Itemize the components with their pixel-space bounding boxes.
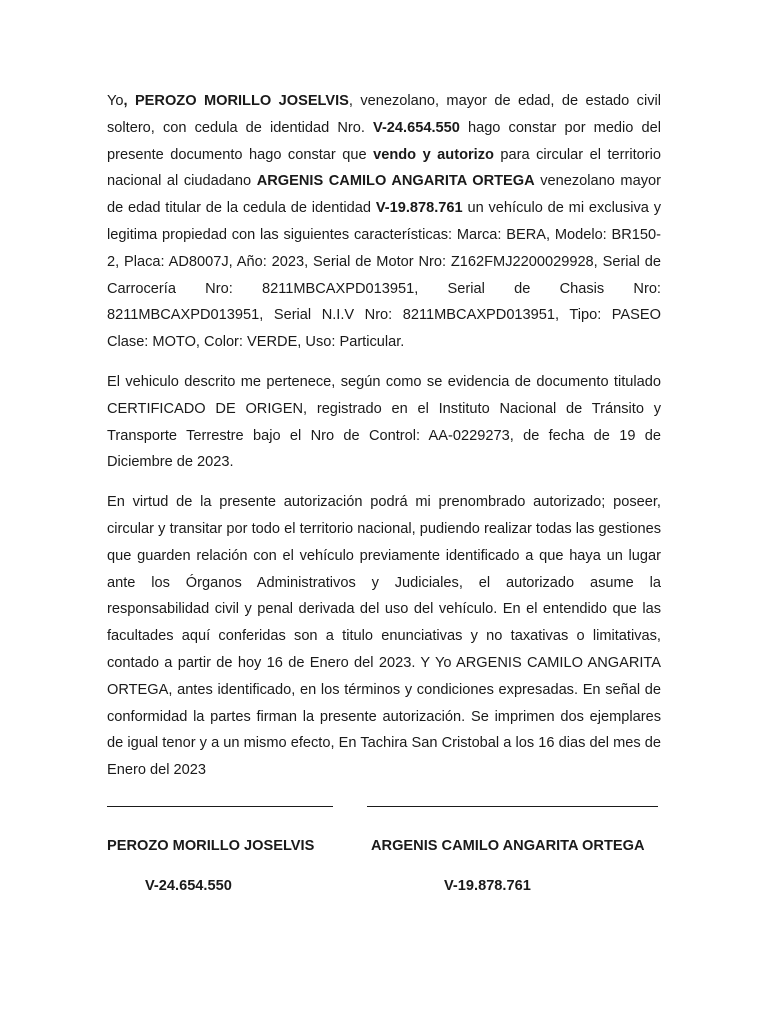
signature-line-left xyxy=(107,806,333,807)
declarant-id: V-24.654.550 xyxy=(373,119,460,136)
authorized-id: V-19.878.761 xyxy=(375,200,463,217)
text-run: hago constar por medio del presente documento hago constar que xyxy=(107,119,661,163)
text-run: Yo xyxy=(107,93,124,109)
text-run: para circular el territorio nacional al ciudadano xyxy=(107,146,662,190)
action-phrase: vendo y autorizo xyxy=(373,146,494,163)
signer-name-left: PEROZO MORILLO JOSELVIS xyxy=(107,838,315,854)
text-run: , venezolano, mayor de edad, de estado civil soltero, con cedula de identidad Nro. xyxy=(107,93,661,136)
signer-id-right: V-19.878.761 xyxy=(444,878,531,894)
paragraph-ownership: El vehiculo descrito me pertenece, según como se evidencia de documento titulado CERTIFICADO DE ORIGEN, registrado en el Instituto Nacional de Tránsito y Transporte Terrestre bajo el Nro de Control: AA-0229273, de fecha de 19 de Diciembre de 2023. xyxy=(107,373,661,471)
authorized-name: ARGENIS CAMILO ANGARITA ORTEGA xyxy=(256,173,535,190)
declarant-name: , PEROZO MORILLO JOSELVIS xyxy=(123,93,349,109)
document-body xyxy=(107,88,661,784)
paragraph-authorization: En virtud de la presente autorización podrá mi prenombrado autorizado; poseer, circular y transitar por todo el territorio nacional, pudiendo realizar todas las gestiones que guarden relación con el vehículo previamente identificado a que haya un lugar ante los Órganos Administrativos y Judiciales, el autorizado asume la responsabilidad civil y penal derivada del uso del vehículo. En el entendido que las facultades aquí conferidas son a titulo enunciativas y no taxativas o limitativas, contado a partir de hoy 16 de Enero del 2023. Y Yo ARGENIS CAMILO ANGARITA ORTEGA, antes identificado, en los términos y condiciones expresadas. En señal de conformidad la partes firman la presente autorización. Se imprimen dos ejemplares de igual tenor y a un mismo efecto, En Tachira San Cristobal a los 16 dias del mes de Enero del 2023 xyxy=(107,494,661,779)
vehicle-details: un vehículo de mi exclusiva y legitima propiedad con las siguientes características: Marca: BERA, Modelo: BR150-2, Placa: AD8007J, Año: 2023, Serial de Motor Nro: Z162FMJ2200029928, Serial de Carrocería Nro: 8211MBCAXPD013951, Serial de Chasis Nro: 8211MBCAXPD013951, Serial N.I.V Nro: 8211MBCAXPD013951, Tipo: PASEO Clase: MOTO, Color: VERDE, Uso: Particular. xyxy=(107,200,661,351)
signer-id-left: V-24.654.550 xyxy=(145,878,232,894)
signer-name-right: ARGENIS CAMILO ANGARITA ORTEGA xyxy=(371,838,645,854)
signature-line-right xyxy=(367,806,658,807)
text-run: venezolano mayor de edad titular de la cedula de identidad xyxy=(107,173,661,217)
paragraph-declaration xyxy=(107,88,661,356)
